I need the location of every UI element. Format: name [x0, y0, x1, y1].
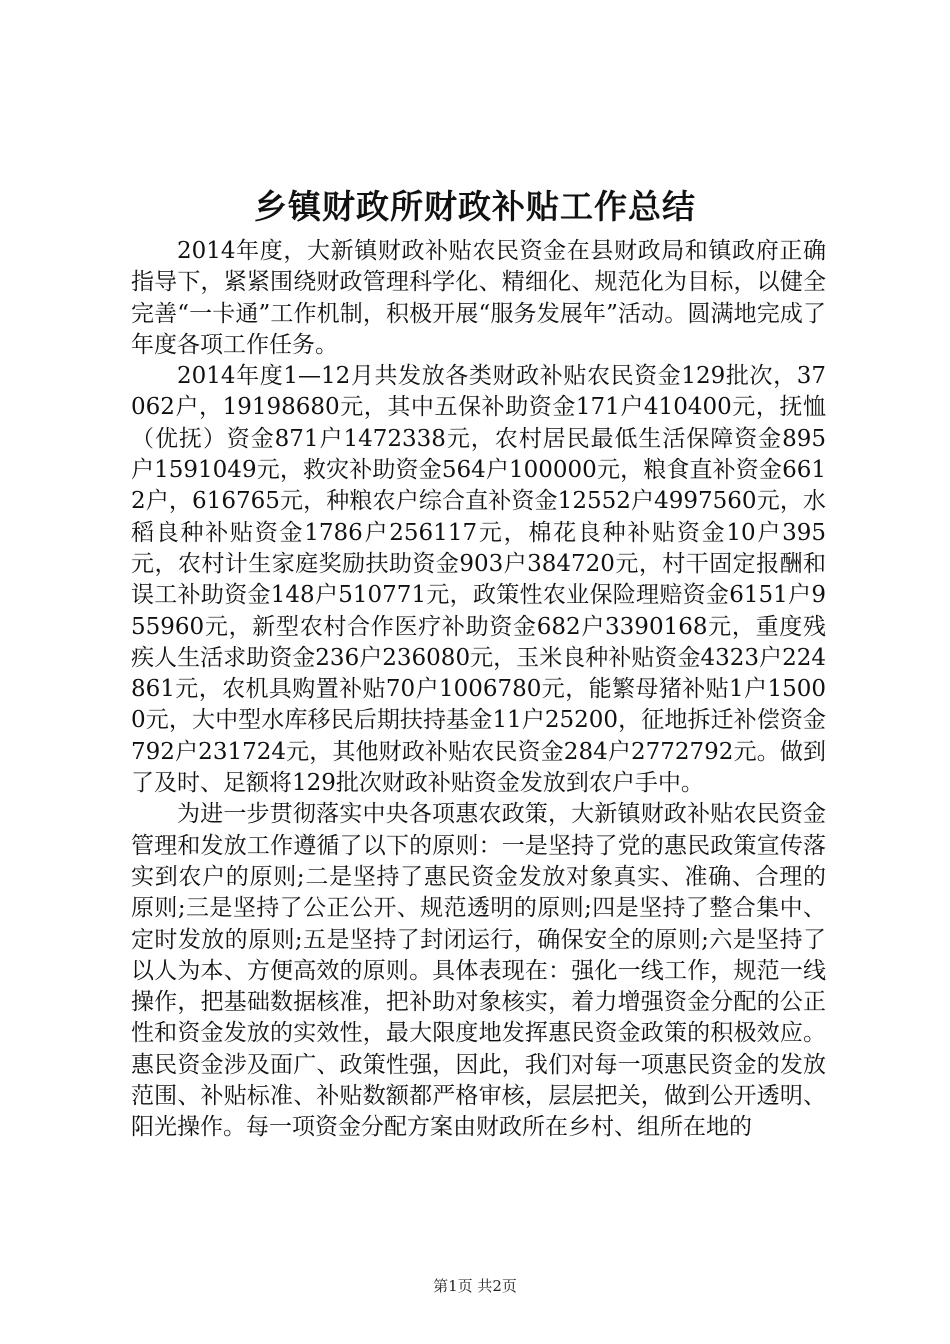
document-title: 乡镇财政所财政补贴工作总结	[254, 187, 696, 226]
paragraph-1: 2014年度，大新镇财政补贴农民资金在县财政局和镇政府正确指导下，紧紧围绕财政管理科学化、精细化、规范化为目标，以健全完善“一卡通”工作机制，积极开展“服务发展年”活动。圆满地完成了年度各项工作任务。	[131, 238, 826, 358]
paragraph-2: 2014年度1—12月共发放各类财政补贴农民资金129批次，37062户，19198680元，其中五保补助资金171户410400元，抚恤（优抚）资金871户1472338元，农村居民最低生活保障资金895户1591049元，救灾补助资金564户100000元，粮食直补资金6612户，616765元，种粮农户综合直补资金12552户4997560元，水稻良种补贴资金1786户256117元，棉花良种补贴资金10户395元，农村计生家庭奖励扶助资金903户384720元，村干固定报酬和误工补助资金148户510771元，政策性农业保险理赔资金6151户955960元，新型农村合作医疗补助资金682户3390168元，重度残疾人生活求助资金236户236080元，玉米良种补贴资金4323户224861元，农机具购置补贴70户1006780元，能繁母猪补贴1户15000元，大中型水库移民后期扶持基金11户25200，征地拆迁补偿资金792户231724元，其他财政补贴农民资金284户2772792元。做到了及时、足额将129批次财政补贴资金发放到农户手中。	[131, 363, 826, 797]
page-number-footer: 第1页 共2页	[433, 1277, 517, 1295]
document-body	[131, 236, 826, 1144]
paragraph-3: 为进一步贯彻落实中央各项惠农政策，大新镇财政补贴农民资金管理和发放工作遵循了以下的原则：一是坚持了党的惠民政策宣传落实到农户的原则;二是坚持了惠民资金发放对象真实、准确、合理的原则;三是坚持了公正公开、规范透明的原则;四是坚持了整合集中、定时发放的原则;五是坚持了封闭运行，确保安全的原则;六是坚持了以人为本、方便高效的原则。具体表现在：强化一线工作，规范一线操作，把基础数据核准，把补助对象核实，着力增强资金分配的公正性和资金发放的实效性，最大限度地发挥惠民资金政策的积极效应。惠民资金涉及面广、政策性强，因此，我们对每一项惠民资金的发放范围、补贴标准、补贴数额都严格审核，层层把关，做到公开透明、阳光操作。每一项资金分配方案由财政所在乡村、组所在地的	[131, 801, 826, 1141]
